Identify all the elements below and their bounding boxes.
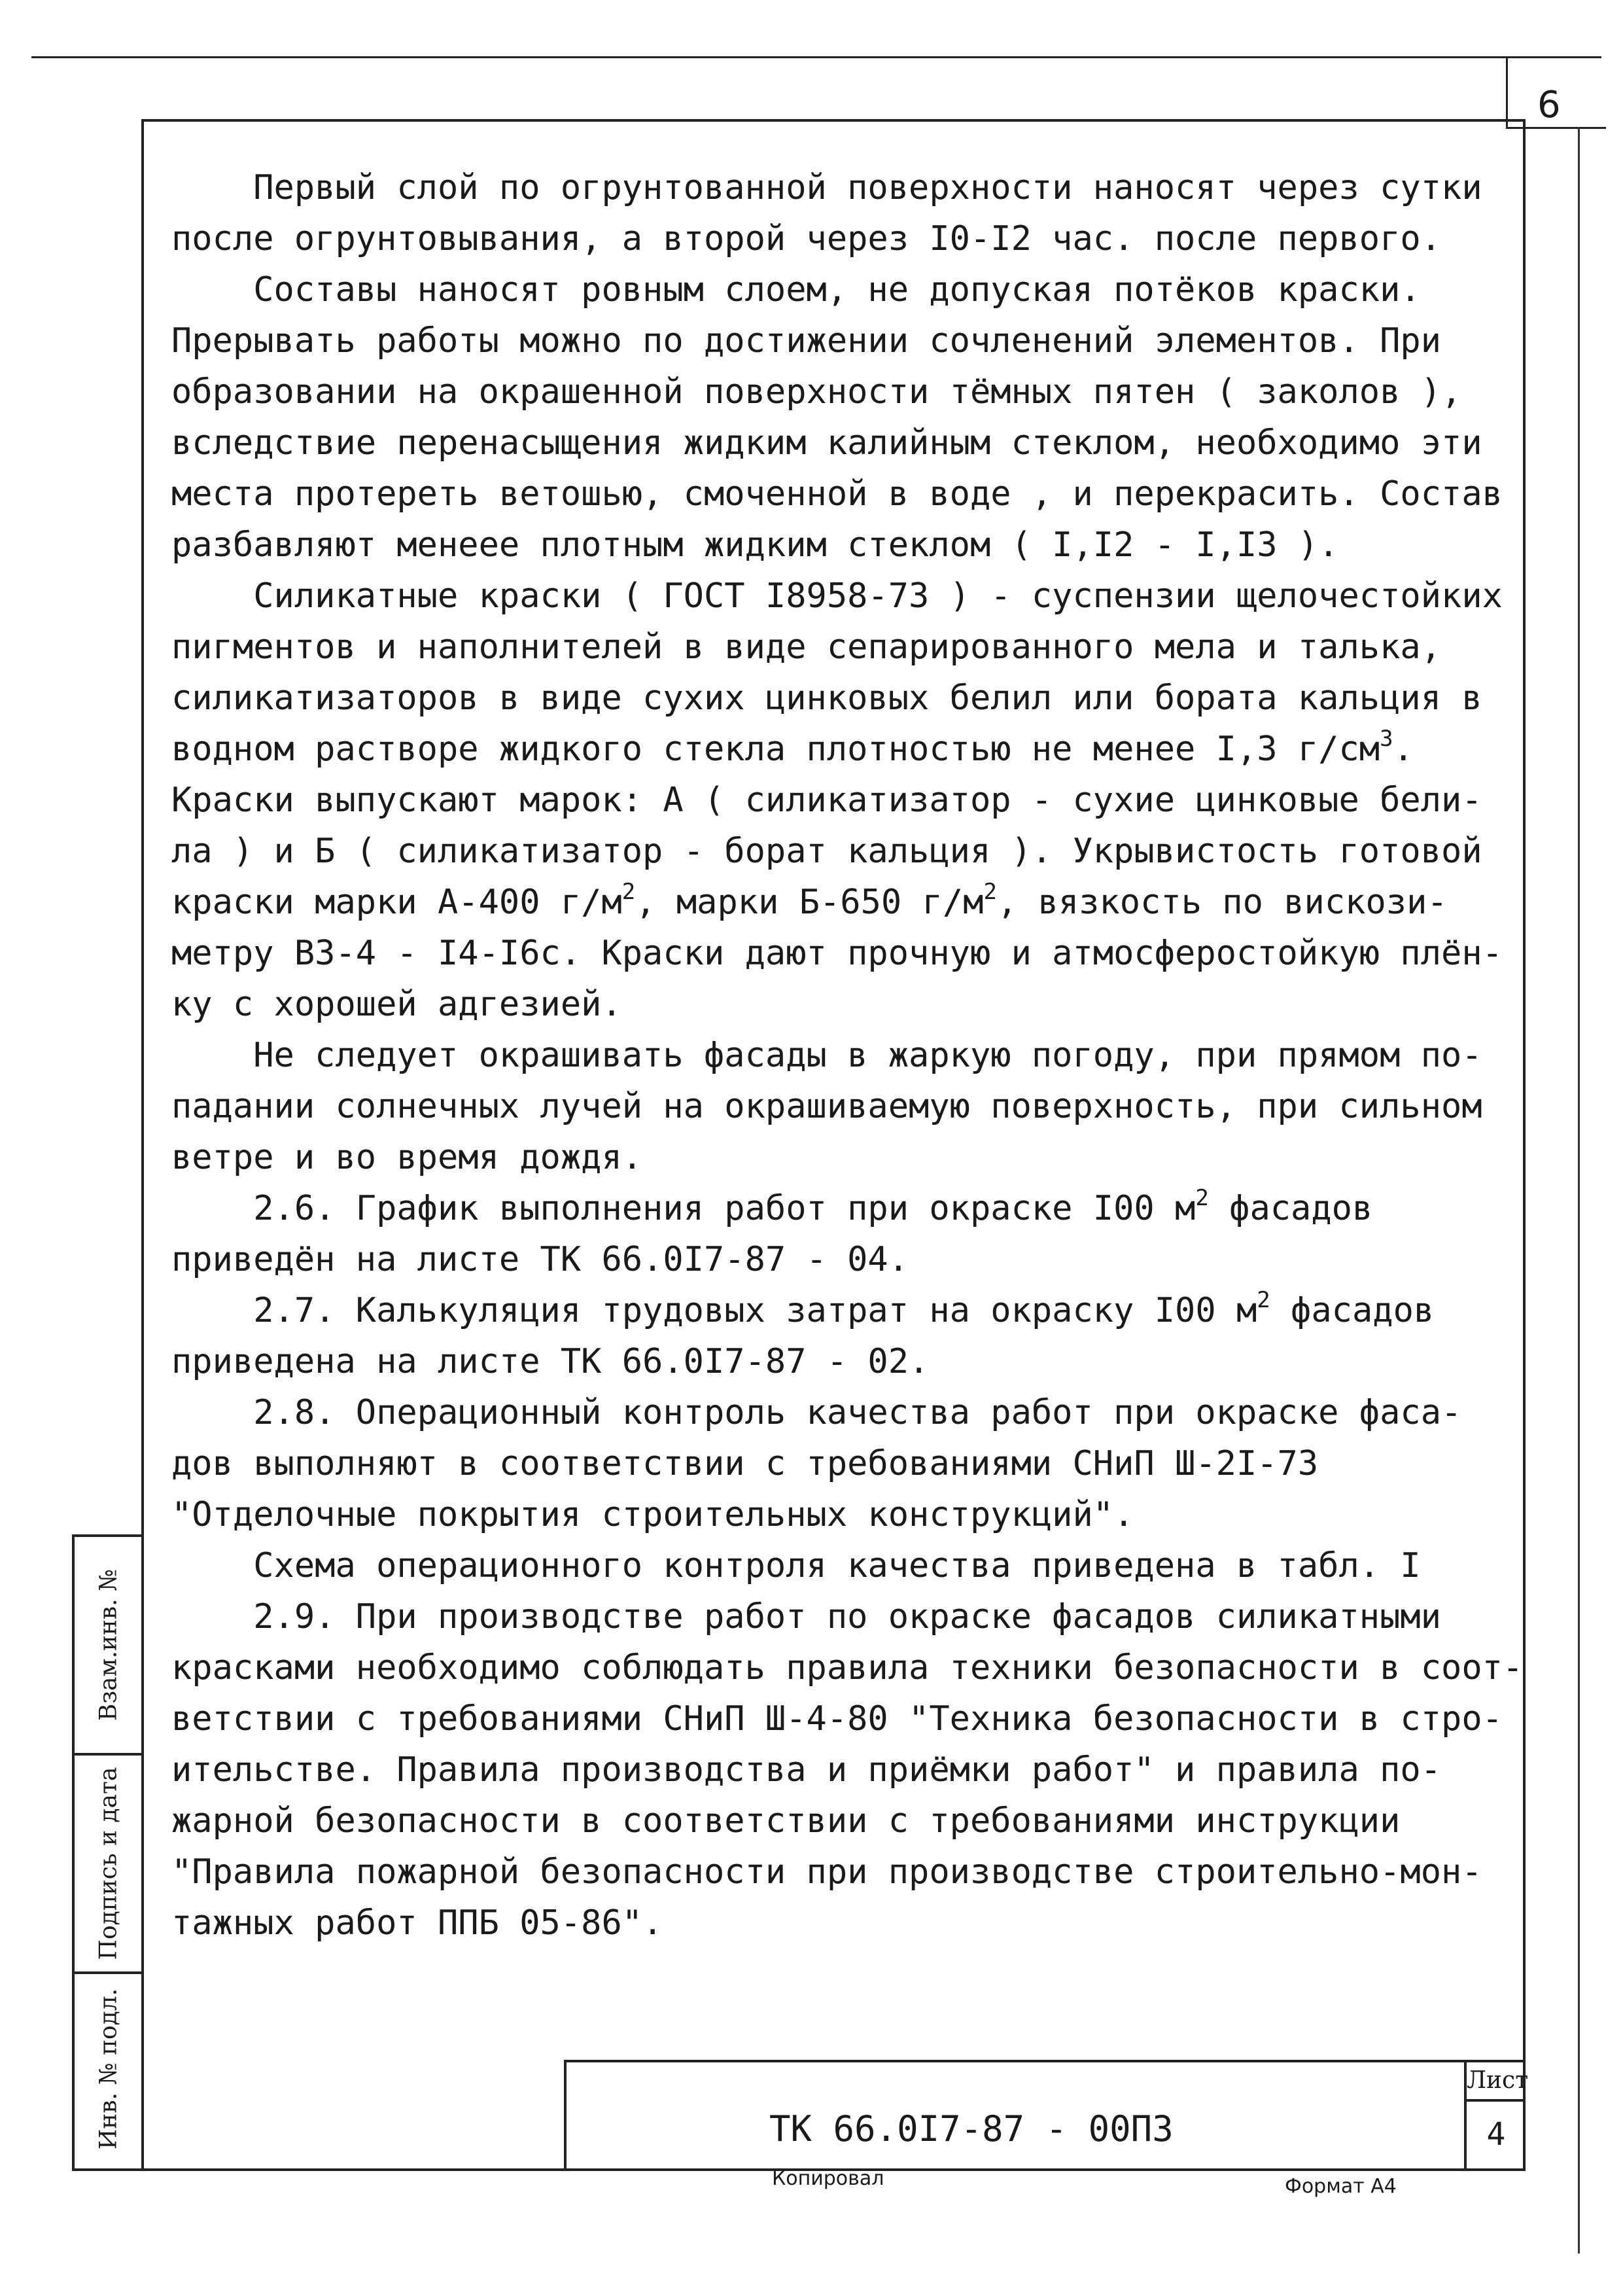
body-line: места протереть ветошью, смоченной в воде , и перекрасить. Состав (171, 474, 1503, 514)
body-line (171, 1285, 1545, 1336)
body-line: пигментов и наполнителей в виде сепарированного мела и талька, (171, 627, 1442, 667)
body-line: красками необходимо соблюдать правила техники безопасности в соот- (171, 1648, 1524, 1687)
body-line: ительстве. Правила производства и приёмки работ" и правила по- (171, 1750, 1442, 1790)
body-line: Краски выпускают марок: А ( силикатизатор - сухие цинковые бели- (171, 781, 1482, 820)
body-text (171, 162, 1545, 1949)
body-line: Схема операционного контроля качества приведена в табл. I (171, 1546, 1421, 1585)
body-line: ветре и во время дождя. (171, 1138, 643, 1177)
superscript: 2 (983, 879, 997, 905)
body-line: приведена на листе ТК 66.0I7-87 - 02. (171, 1342, 930, 1381)
body-line: Прерывать работы можно по достижении сочленений элементов. При (171, 321, 1442, 361)
body-line-segment: фасадов (1270, 1291, 1435, 1330)
body-line: жарной безопасности в соответствии с требованиями инструкции (171, 1801, 1401, 1841)
body-line: вследствие перенасыщения жидким калийным стеклом, необходимо эти (171, 423, 1482, 463)
sheet-header: Лист (1467, 2062, 1526, 2102)
body-line: Первый слой по огрунтованной поверхности наносят через сутки (171, 168, 1482, 207)
body-line: после огрунтовывания, а второй через I0-I2 час. после первого. (171, 219, 1442, 258)
body-line: ла ) и Б ( силикатизатор - борат кальция ). Укрывистость готовой (171, 832, 1482, 871)
body-line-segment: , вязкость по вискози- (996, 883, 1448, 922)
body-line: Составы наносят ровным слоем, не допуская потёков краски. (171, 270, 1421, 309)
side-label-podpis: Подпись и дата (95, 1767, 122, 1960)
superscript: 2 (621, 879, 636, 905)
body-line: разбавляют менеее плотным жидким стеклом ( I,I2 - I,I3 ). (171, 525, 1339, 565)
body-line (171, 1183, 1545, 1234)
body-line (171, 724, 1545, 775)
body-line-segment: фасадов (1208, 1189, 1373, 1228)
body-line: "Отделочные покрытия строительных конструкций". (171, 1495, 1134, 1534)
footer-copied: Копировал (772, 2167, 884, 2190)
body-line: 2.9. При производстве работ по окраске фасадов силикатными (171, 1597, 1442, 1636)
body-line: образовании на окрашенной поверхности тёмных пятен ( заколов ), (171, 372, 1462, 412)
body-line: дов выполняют в соответствии с требованиями СНиП Ш-2I-73 (171, 1444, 1319, 1483)
right-edge-rule (1578, 127, 1580, 2253)
side-cell-vzam (75, 1537, 143, 1756)
side-stamp (72, 1534, 143, 2171)
sheet-number: 4 (1486, 2116, 1506, 2153)
superscript: 2 (1257, 1287, 1270, 1313)
body-line-segment: , марки Б-650 г/м (635, 883, 984, 922)
side-cell-inv (75, 1974, 143, 2164)
body-line: приведён на листе ТК 66.0I7-87 - 04. (171, 1240, 909, 1279)
side-label-vzam: Взам.инв. № (95, 1568, 122, 1722)
body-line-segment: 2.6. График выполнения работ при окраске I00 м (171, 1189, 1196, 1228)
body-line: Силикатные краски ( ГОСТ I8958-73 ) - суспензии щелочестойких (171, 576, 1503, 616)
body-line: силикатизаторов в виде сухих цинковых белил или бората кальция в (171, 679, 1482, 718)
top-rule (31, 56, 1601, 58)
document-code: ТК 66.0I7-87 - 00ПЗ (769, 2108, 1174, 2149)
body-line: метру ВЗ-4 - I4-I6с. Краски дают прочную и атмосферостойкую плён- (171, 934, 1503, 973)
superscript: 3 (1380, 726, 1393, 752)
body-line (171, 877, 1545, 928)
superscript: 2 (1195, 1185, 1209, 1211)
body-line-segment: краски марки А-400 г/м (171, 883, 622, 922)
body-line-segment: . (1393, 730, 1414, 769)
side-cell-podpis (75, 1756, 143, 1974)
page-number: 6 (1537, 84, 1561, 126)
body-line: "Правила пожарной безопасности при производстве строительно-мон- (171, 1852, 1482, 1892)
body-line: ветствии с требованиями СНиП Ш-4-80 "Техника безопасности в стро- (171, 1699, 1503, 1739)
body-line: Не следует окрашивать фасады в жаркую погоду, при прямом по- (171, 1036, 1482, 1075)
body-line: тажных работ ППБ 05-86". (171, 1903, 663, 1943)
sheet-cell (1464, 2062, 1529, 2168)
body-line-segment: водном растворе жидкого стекла плотностью не менее I,3 г/см (171, 730, 1380, 769)
body-line: 2.8. Операционный контроль качества работ при окраске фаса- (171, 1393, 1462, 1432)
body-line: ку с хорошей адгезией. (171, 985, 622, 1024)
title-block (564, 2060, 1529, 2168)
footer-format: Формат А4 (1285, 2175, 1397, 2198)
body-line-segment: 2.7. Калькуляция трудовых затрат на окраску I00 м (171, 1291, 1257, 1330)
body-line: падании солнечных лучей на окрашиваемую поверхность, при сильном (171, 1087, 1482, 1126)
side-label-inv: Инв. № подл. (95, 1988, 122, 2150)
